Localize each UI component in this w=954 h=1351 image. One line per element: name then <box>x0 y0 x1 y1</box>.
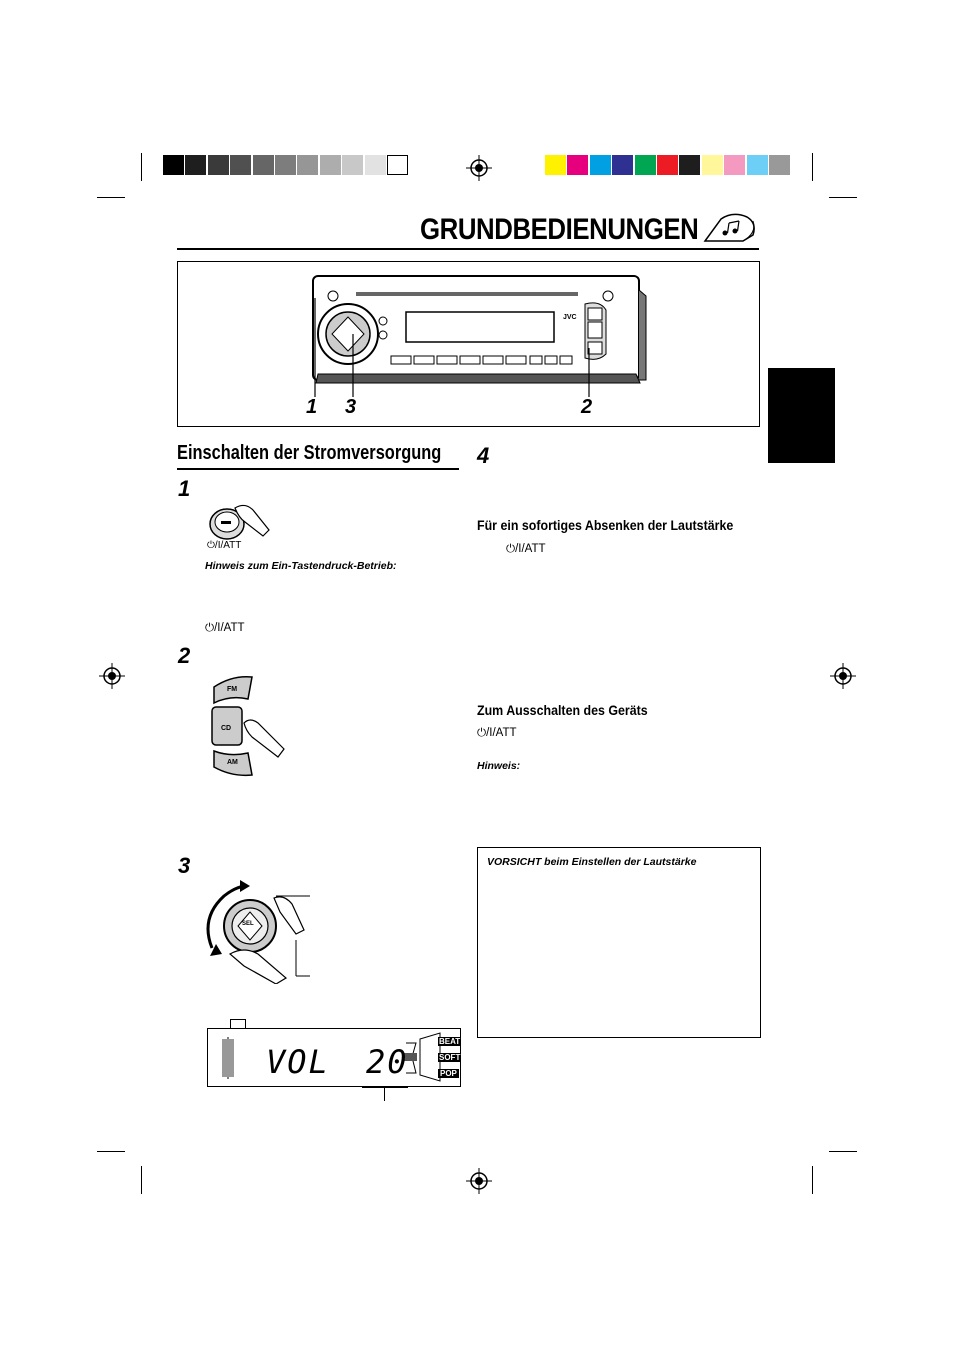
cd-button: CD <box>221 725 232 732</box>
language-tab <box>768 368 835 463</box>
calibration-swatch <box>253 155 274 175</box>
calibration-swatch <box>590 155 611 175</box>
lcd-callout-line <box>230 1019 231 1029</box>
section-heading-power-on: Einschalten der Stromversorgung <box>177 442 442 464</box>
calibration-swatch <box>275 155 296 175</box>
caution-title: VORSICHT beim Einstellen der Lautstärke <box>487 856 697 868</box>
calibration-swatch <box>635 155 656 175</box>
calibration-swatch <box>387 155 408 175</box>
power-off-button-label: ⏻/I/ATT <box>477 727 517 739</box>
crop-mark <box>141 153 142 181</box>
registration-target-icon <box>830 663 856 689</box>
calibration-swatch <box>724 155 745 175</box>
calibration-swatch <box>747 155 768 175</box>
calibration-swatch <box>230 155 251 175</box>
calibration-swatch <box>342 155 363 175</box>
step1-note-title: Hinweis zum Ein-Tastendruck-Betrieb: <box>205 560 397 572</box>
lcd-callout-line <box>230 1019 245 1020</box>
page-title: GRUNDBEDIENUNGEN <box>420 213 699 246</box>
step-3-number: 3 <box>178 853 191 878</box>
section-heading-power-off: Zum Ausschalten des Geräts <box>477 703 648 718</box>
calibration-swatch <box>163 155 184 175</box>
radio-figure <box>177 261 760 427</box>
calibration-swatch <box>365 155 386 175</box>
calibration-swatch <box>679 155 700 175</box>
calibration-swatch <box>769 155 790 175</box>
svg-text:JVC: JVC <box>563 314 577 321</box>
caution-box <box>477 847 761 1038</box>
calibration-swatch <box>545 155 566 175</box>
calibration-swatch <box>185 155 206 175</box>
attenuate-button-label: ⏻/I/ATT <box>506 543 546 555</box>
volume-knob-illustration <box>200 878 310 984</box>
crop-mark <box>829 197 857 198</box>
calibration-swatch <box>657 155 678 175</box>
am-button: AM <box>227 759 238 766</box>
power-button-press-icon <box>205 502 271 542</box>
calibration-swatch <box>320 155 341 175</box>
lcd-vol-value: 20 <box>366 1043 409 1081</box>
step1-note-button: ⏻/I/ATT <box>205 622 245 634</box>
crop-mark <box>97 1151 125 1152</box>
title-rule <box>177 248 759 250</box>
lcd-callout-line <box>362 1087 408 1088</box>
calibration-swatch <box>567 155 588 175</box>
lcd-mode-beat: BEAT <box>439 1037 461 1046</box>
lcd-callout-line <box>245 1019 246 1029</box>
section-rule <box>177 468 459 470</box>
crop-mark <box>97 197 125 198</box>
calibration-swatch <box>297 155 318 175</box>
callout-2: 2 <box>581 396 593 418</box>
lcd-vol-text: VOL <box>266 1043 330 1081</box>
lcd-callout-line <box>384 1087 385 1101</box>
step-1-number: 1 <box>178 476 191 501</box>
registration-target-icon <box>466 155 492 181</box>
calibration-swatch <box>208 155 229 175</box>
callout-1: 1 <box>306 396 318 418</box>
car-radio-illustration <box>178 262 759 426</box>
lcd-mode-pop: POP <box>440 1069 457 1078</box>
registration-target-icon <box>466 1168 492 1194</box>
crop-mark <box>812 1166 813 1194</box>
music-notes-icon <box>703 213 759 243</box>
lcd-mode-soft: SOFT <box>439 1053 461 1062</box>
step1-button-label: ⏻/I/ATT <box>207 540 242 551</box>
calibration-swatch <box>612 155 633 175</box>
lcd-display <box>207 1028 461 1087</box>
calibration-swatch <box>702 155 723 175</box>
step-2-number: 2 <box>178 643 191 668</box>
sel-knob-label: SEL <box>242 921 254 927</box>
step-4-number: 4 <box>477 443 490 468</box>
section-heading-attenuate: Für ein sofortiges Absenken der Lautstärke <box>477 518 734 533</box>
crop-mark <box>829 1151 857 1152</box>
crop-mark <box>141 1166 142 1194</box>
power-off-note-title: Hinweis: <box>477 760 521 772</box>
callout-3: 3 <box>345 396 357 418</box>
fm-button: FM <box>227 686 238 693</box>
crop-mark <box>812 153 813 181</box>
source-buttons-illustration <box>208 673 288 779</box>
registration-target-icon <box>99 663 125 689</box>
